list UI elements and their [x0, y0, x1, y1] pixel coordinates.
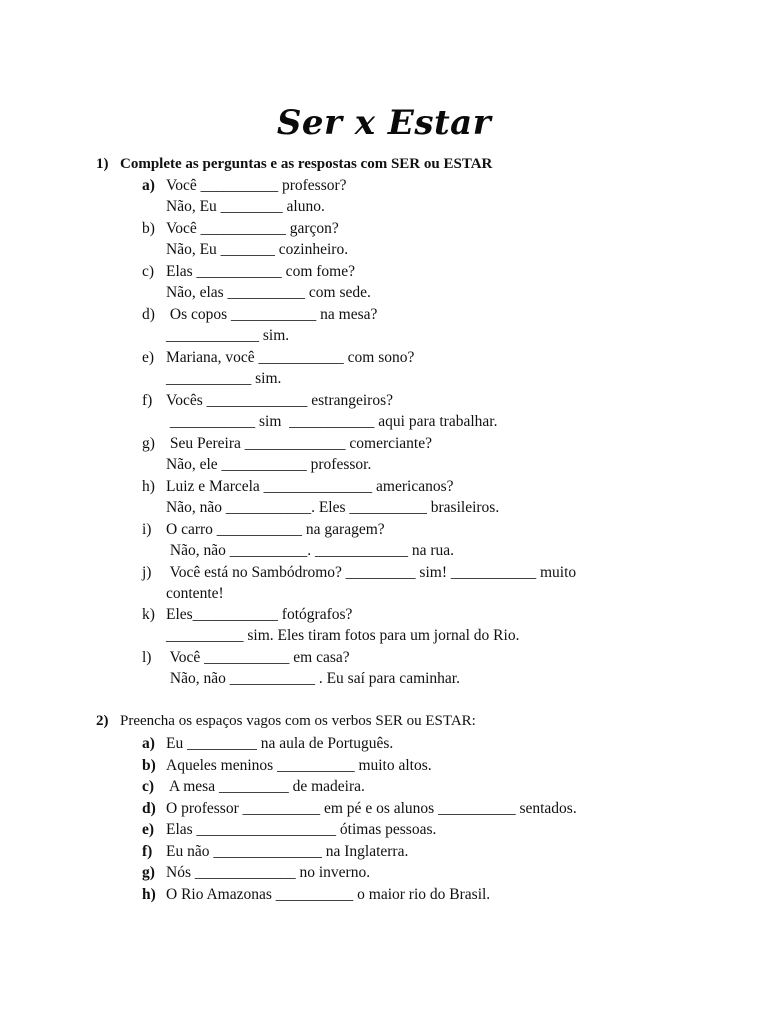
item-marker: f) — [142, 843, 153, 860]
item-marker: b) — [142, 220, 155, 237]
item-answer: Não, Eu _______ cozinheiro. — [166, 241, 349, 258]
item-marker: i) — [142, 521, 152, 538]
item-marker: a) — [142, 735, 155, 752]
section-1-number: 1) — [96, 156, 109, 172]
item-sentence: Nós _____________ no inverno. — [166, 864, 371, 881]
item-sentence: Eu não ______________ na Inglaterra. — [166, 843, 409, 860]
item-answer: Não, não ___________. Eles __________ brasileiros. — [166, 499, 500, 516]
item-marker: d) — [142, 306, 155, 323]
item-answer: ___________ sim ___________ aqui para trabalhar. — [166, 413, 498, 430]
item-marker: b) — [142, 757, 156, 774]
worksheet-title: Ser x Estar — [276, 103, 492, 143]
item-question: Luiz e Marcela ______________ americanos? — [166, 478, 454, 495]
item-answer: Não, não __________. ____________ na rua. — [166, 542, 454, 559]
item-sentence: A mesa _________ de madeira. — [166, 778, 365, 795]
item-marker: l) — [142, 649, 152, 666]
item-answer: ___________ sim. — [166, 370, 282, 387]
item-marker: e) — [142, 821, 155, 838]
section-2-number: 2) — [96, 713, 109, 729]
item-answer: contente! — [166, 585, 224, 602]
item-question: Você ___________ garçon? — [166, 220, 339, 237]
item-marker: k) — [142, 606, 155, 623]
item-sentence: Eu _________ na aula de Português. — [166, 735, 394, 752]
item-question: Vocês _____________ estrangeiros? — [166, 392, 394, 409]
item-marker: c) — [142, 778, 155, 795]
item-answer: __________ sim. Eles tiram fotos para um jornal do Rio. — [166, 627, 520, 644]
item-answer: Não, Eu ________ aluno. — [166, 198, 325, 215]
item-answer: Não, ele ___________ professor. — [166, 456, 372, 473]
item-marker: a) — [142, 177, 155, 194]
item-question: Seu Pereira _____________ comerciante? — [166, 435, 432, 452]
item-sentence: Aqueles meninos __________ muito altos. — [166, 757, 432, 774]
item-question: Eles___________ fotógrafos? — [166, 606, 353, 623]
item-question: Elas ___________ com fome? — [166, 263, 355, 280]
item-answer: ____________ sim. — [166, 327, 290, 344]
item-sentence: Elas __________________ ótimas pessoas. — [166, 821, 437, 838]
item-sentence: O Rio Amazonas __________ o maior rio do Brasil. — [166, 886, 491, 903]
item-marker: f) — [142, 392, 153, 409]
item-question: Você __________ professor? — [166, 177, 347, 194]
item-question: Você ___________ em casa? — [166, 649, 350, 666]
item-marker: h) — [142, 886, 156, 903]
item-question: Você está no Sambódromo? _________ sim! ___________ muito — [166, 564, 577, 581]
item-question: O carro ___________ na garagem? — [166, 521, 385, 538]
item-marker: d) — [142, 800, 156, 817]
item-marker: h) — [142, 478, 155, 495]
section-2-heading: Preencha os espaços vagos com os verbos SER ou ESTAR: — [120, 713, 476, 729]
item-marker: g) — [142, 864, 155, 881]
item-sentence: O professor __________ em pé e os alunos __________ sentados. — [166, 800, 577, 817]
item-question: Os copos ___________ na mesa? — [166, 306, 378, 323]
item-answer: Não, não ___________ . Eu saí para caminhar. — [166, 670, 460, 687]
item-answer: Não, elas __________ com sede. — [166, 284, 371, 301]
item-marker: j) — [142, 564, 152, 581]
item-question: Mariana, você ___________ com sono? — [166, 349, 415, 366]
item-marker: e) — [142, 349, 155, 366]
section-1-heading: Complete as perguntas e as respostas com SER ou ESTAR — [120, 156, 493, 172]
item-marker: g) — [142, 435, 155, 452]
item-marker: c) — [142, 263, 155, 280]
